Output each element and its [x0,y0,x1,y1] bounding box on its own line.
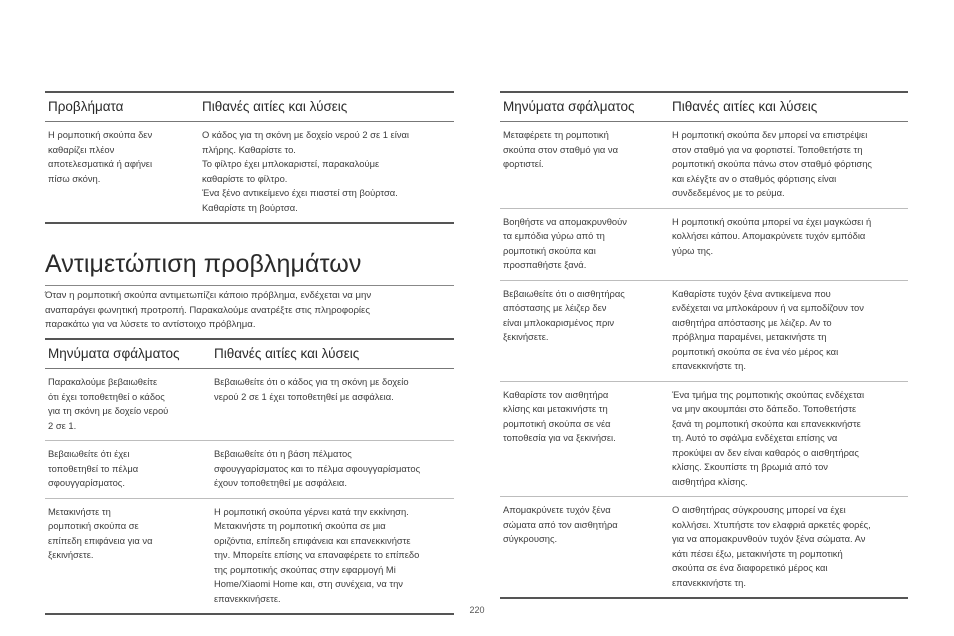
cell-text-line: Μετακινήστε τη [48,505,111,517]
error-message-cell [500,280,669,381]
cell-text-line: έχουν τοποθετηθεί με ασφάλεια. [214,477,347,488]
error-message-cell [45,441,211,499]
cell-text-line: απόστασης με λέιζερ δεν [503,302,607,313]
cell-text-line: της ρομποτικής σκούπας στην εφαρμογή Mi [214,563,396,575]
solution-cell [669,497,908,598]
cell-text-line: επανεκκινήστε τη. [672,576,746,588]
cell-text-line: κλίσης. Σκουπίστε τη βρωμιά από τον [672,461,828,472]
column-header: Προβλήματα [45,93,199,122]
cell-text-line: κολλήσει. Χτυπήστε τον ελαφριά αρκετές φορές, [672,518,871,530]
cell-text-line: επίπεδη επιφάνεια για να [48,534,153,546]
cell-text-line: να μην ακουμπάει στο δάπεδο. Τοποθετήστε [672,403,857,414]
cell-text-line: Η ρομποτική σκούπα δεν [48,129,153,140]
problems-table [45,91,454,224]
column-header: Μηνύματα σφάλματος [500,93,669,122]
cell-text-line: πίσω σκόνη. [48,172,101,184]
cell-text-line: ότι έχει τοποθετηθεί ο κάδος [48,390,165,402]
table-row [500,497,908,598]
problem-cell [45,122,199,223]
cell-text-line: σφουγγαρίσματος. [48,477,125,488]
cell-text-line: Καθαρίστε τον αισθητήρα [503,388,609,400]
intro-line: παρακάτω για να λύσετε το αντίστοιχο πρόβλημα. [45,319,256,330]
cell-text-line: 2 σε 1. [48,419,77,431]
cell-text-line: ρομποτική σκούπα σε νέα [503,417,611,429]
error-message-cell [500,381,669,497]
cell-text-line: ξεκινήσετε. [48,549,94,560]
cell-text-line: συνδεδεμένος με το ρεύμα. [672,187,785,198]
cell-text-line: οριζόντια, επίπεδη επιφάνεια και επανεκκινήστε [214,534,411,546]
page-title: Αντιμετώπιση προβλημάτων [45,250,362,278]
cell-text-line: γύρω της. [672,244,714,256]
cell-text-line: Το φίλτρο έχει μπλοκαριστεί, παρακαλούμε [202,158,380,169]
cell-text-line: σώματα από τον αισθητήρα [503,518,618,530]
cell-text-line: Βεβαιωθείτε ότι η βάση πέλματος [214,448,352,459]
cell-text-line: αισθητήρα κλίσης. [672,475,748,487]
cell-text-line: σκούπα στον σταθμό για να [503,143,619,155]
error-messages-table-left [45,338,454,615]
table-row [500,280,908,381]
cell-text-line: κάτι πέσει έξω, μετακινήστε τη ρομποτική [672,547,843,559]
cell-text-line: καθαρίστε το φίλτρο. [202,172,288,184]
column-header: Μηνύματα σφάλματος [45,340,211,369]
solution-cell [199,122,454,223]
error-message-cell [45,369,211,441]
cell-text-line: προσπαθήστε ξανά. [503,259,587,270]
cell-text-line: Ο αισθητήρας σύγκρουσης μπορεί να έχει [672,504,846,515]
cell-text-line: Παρακαλούμε βεβαιωθείτε [48,376,158,387]
cell-text-line: είναι μπλοκαρισμένος πριν [503,316,615,328]
cell-text-line: στον σταθμό για να φορτιστεί. Τοποθετήστε τη [672,143,863,155]
cell-text-line: Η ρομποτική σκούπα γέρνει κατά την εκκίνηση. [214,505,409,517]
table-row [500,122,908,209]
cell-text-line: Ένα τμήμα της ρομποτικής σκούπας ενδέχεται [672,388,865,400]
error-message-cell [500,208,669,280]
cell-text-line: τα εμπόδια γύρω από τη [503,230,605,241]
cell-text-line: επανεκκινήσετε. [214,592,281,604]
cell-text-line: Καθαρίστε τυχόν ξένα αντικείμενα που [672,287,831,299]
cell-text-line: τοποθεσία για να ξεκινήσει. [503,432,616,443]
column-header: Πιθανές αιτίες και λύσεις [669,93,908,122]
table-row [500,381,908,497]
cell-text-line: πλήρης. Καθαρίστε το. [202,143,296,155]
error-message-cell [500,497,669,598]
error-messages-table-right [500,91,908,599]
solution-cell [669,381,908,497]
cell-text-line: αποτελεσματικά ή αφήνει [48,158,153,169]
cell-text-line: κολλήσει κάπου. Απομακρύνετε τυχόν εμπόδια [672,230,866,241]
solution-cell [669,122,908,209]
error-message-cell [500,122,669,209]
cell-text-line: φορτιστεί. [503,158,544,169]
intro-paragraph [45,289,454,333]
solution-cell [669,280,908,381]
table-row [45,369,454,441]
cell-text-line: Μεταφέρετε τη ρομποτική [503,129,609,140]
cell-text-line: Βοηθήστε να απομακρυνθούν [503,215,627,227]
cell-text-line: καθαρίζει πλέον [48,143,115,155]
cell-text-line: Απομακρύνετε τυχόν ξένα [503,504,611,515]
cell-text-line: ρομποτική σκούπα σε ένα νέο μέρος και [672,345,839,357]
cell-text-line: Η ρομποτική σκούπα δεν μπορεί να επιστρέψει [672,129,868,140]
cell-text-line: τοποθετηθεί το πέλμα [48,462,139,474]
cell-text-line: ξανά τη ρομποτική σκούπα και επανεκκινήστε [672,417,861,429]
cell-text-line: την. Μπορείτε επίσης να επαναφέρετε το επίπεδο [214,549,420,560]
table-header-row [45,93,454,122]
table-header-row [45,340,454,369]
column-header: Πιθανές αιτίες και λύσεις [199,93,454,122]
cell-text-line: Ένα ξένο αντικείμενο έχει πιαστεί στη βούρτσα. [202,187,398,198]
table-row [45,441,454,499]
cell-text-line: για τη σκόνη με δοχείο νερού [48,405,169,416]
page-number: 220 [469,605,485,615]
solution-cell [211,441,454,499]
cell-text-line: νερού 2 σε 1 έχει τοποθετηθεί με ασφάλεια. [214,390,394,402]
cell-text-line: κλίσης και μετακινήστε τη [503,403,608,414]
cell-text-line: ρομποτική σκούπα σε [48,520,139,531]
cell-text-line: ρομποτική σκούπα πάνω στον σταθμό φόρτισης [672,158,872,169]
cell-text-line: και ελέγξτε αν ο σταθμός φόρτισης είναι [672,172,837,184]
table-header-row [500,93,908,122]
solution-cell [211,369,454,441]
cell-text-line: ενδέχεται να μπλοκάρουν ή να εμποδίζουν τον [672,302,864,313]
cell-text-line: επανεκκινήστε τη. [672,360,746,371]
cell-text-line: Μετακινήστε τη ρομποτική σκούπα σε μια [214,520,386,531]
cell-text-line: πρόβλημα παραμένει, μετακινήστε τη [672,331,827,342]
error-message-cell [45,498,211,613]
cell-text-line: για να απομακρυνθούν τυχόν ξένα σώματα. Αν [672,533,866,544]
cell-text-line: αισθητήρα απόστασης με λέιζερ. Αν το [672,316,832,328]
cell-text-line: Home/Xiaomi Home και, στη συνέχεια, να την [214,578,403,589]
intro-line: αναπαράγει φωνητική προτροπή. Παρακαλούμε ανατρέξτε στις πληροφορίες [45,304,370,316]
cell-text-line: ρομποτική σκούπα και [503,244,596,256]
solution-cell [211,498,454,613]
table-row [45,122,454,223]
cell-text-line: τη. Αυτό το σφάλμα ενδέχεται επίσης να [672,432,838,443]
cell-text-line: Βεβαιωθείτε ότι έχει [48,448,130,459]
cell-text-line: Η ρομποτική σκούπα μπορεί να έχει μαγκώσει ή [672,215,872,227]
cell-text-line: Βεβαιωθείτε ότι ο αισθητήρας [503,287,625,299]
cell-text-line: σφουγγαρίσματος και το πέλμα σφουγγαρίσματος [214,462,421,474]
cell-text-line: Βεβαιωθείτε ότι ο κάδος για τη σκόνη με δοχείο [214,376,409,387]
solution-cell [669,208,908,280]
column-header: Πιθανές αιτίες και λύσεις [211,340,454,369]
cell-text-line: Καθαρίστε τη βούρτσα. [202,201,298,213]
table-row [500,208,908,280]
table-row [45,498,454,613]
cell-text-line: ξεκινήσετε. [503,331,549,342]
cell-text-line: σκούπα σε ένα διαφορετικό μέρος και [672,562,828,573]
cell-text-line: σύγκρουσης. [503,533,558,544]
intro-line: Όταν η ρομποτική σκούπα αντιμετωπίζει κάποιο πρόβλημα, ενδέχεται να μην [45,290,372,301]
cell-text-line: Ο κάδος για τη σκόνη με δοχείο νερού 2 σε 1 είναι [202,129,410,140]
title-divider [45,285,454,286]
cell-text-line: προκύψει αν δεν είναι καθαρός ο αισθητήρας [672,446,859,458]
